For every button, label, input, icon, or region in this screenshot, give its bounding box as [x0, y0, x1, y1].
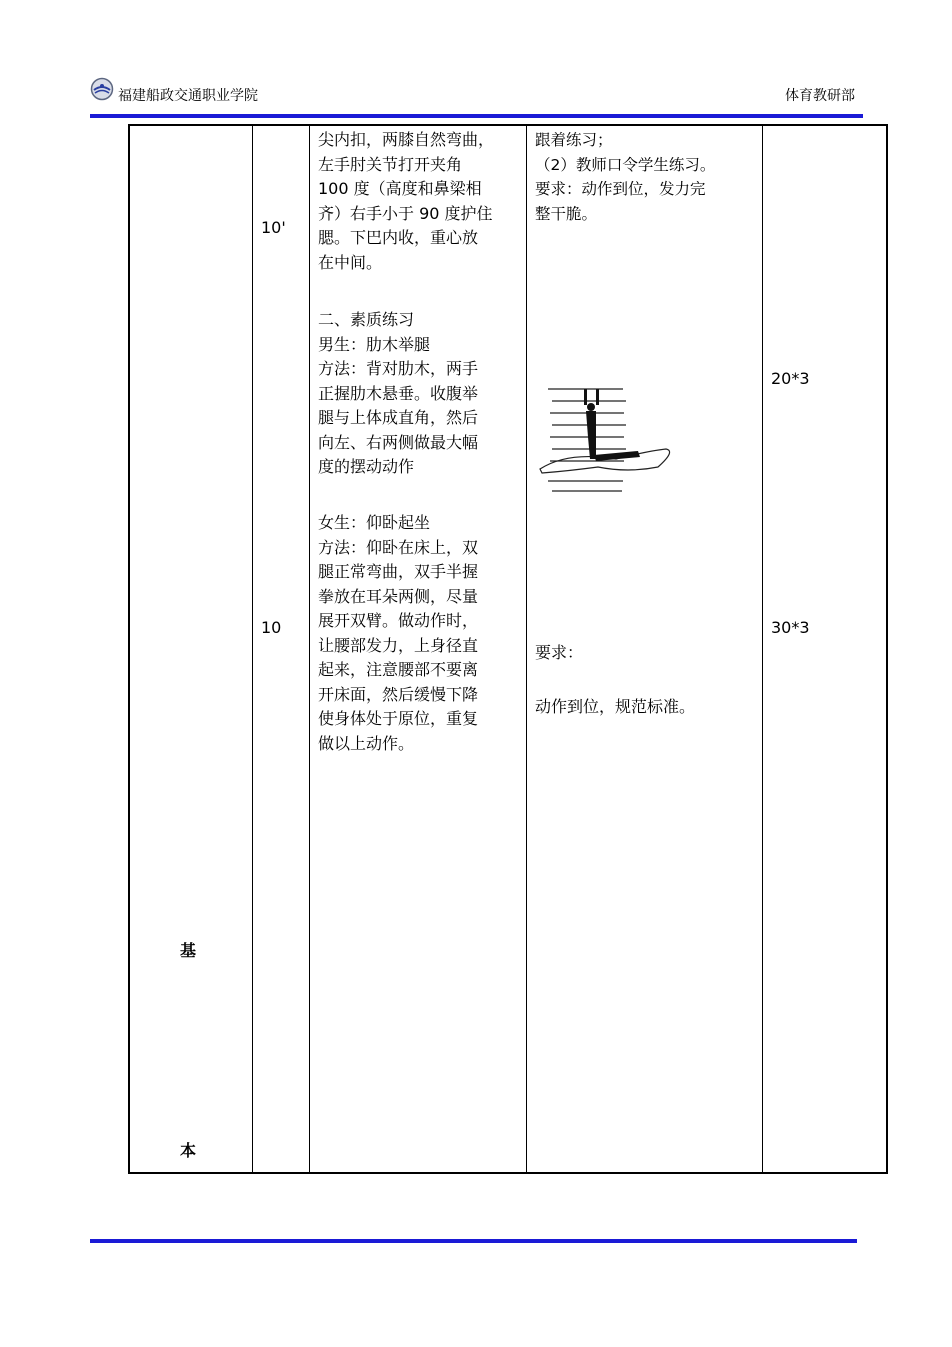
requirement-text: 动作到位，规范标准。: [535, 697, 696, 716]
section-char-ben: 本: [180, 1141, 197, 1160]
time-cell-2: 10: [261, 618, 282, 637]
reps-cell-2: 30*3: [771, 618, 810, 637]
male-exercise-text: 二、素质练习 男生：肋木举腿 方法：背对肋木，两手 正握肋木悬垂。收腹举 腿与上体成直角，然后 向左、右两侧做最大幅 度的摆动动作: [318, 310, 479, 476]
wall-bar-leg-raise-figure-icon: [538, 381, 676, 497]
reps-cell-1: 20*3: [771, 369, 810, 388]
requirement-label: 要求：: [535, 643, 584, 662]
female-exercise-text: 女生：仰卧起坐 方法：仰卧在床上，双 腿正常弯曲，双手半握 拳放在耳朵两侧，尽量 展开双臂。做动作时， 让腰部发力，上身径直 起来，注意腰部不要离 开床面，然后缓慢下降 使身体处于原位，重复 做以上动作。: [318, 513, 479, 753]
school-logo-icon: [90, 77, 114, 101]
school-name: 福建船政交通职业学院: [118, 88, 258, 104]
technique-text: 尖内扣，两膝自然弯曲， 左手肘关节打开夹角 100 度（高度和鼻梁相 齐）右手小于 90 度护住 腮。下巴内收，重心放 在中间。: [318, 130, 495, 272]
header-rule: [90, 114, 863, 118]
footer-rule: [90, 1239, 857, 1243]
practice-method-text: 跟着练习； （2）教师口令学生练习。 要求：动作到位，发力完 整干脆。: [535, 131, 716, 223]
lesson-table: [128, 124, 888, 1174]
section-char-ji: 基: [180, 941, 197, 960]
time-cell-1: 10': [261, 218, 286, 237]
department-name: 体育教研部: [785, 88, 855, 104]
page-header: [90, 74, 865, 104]
